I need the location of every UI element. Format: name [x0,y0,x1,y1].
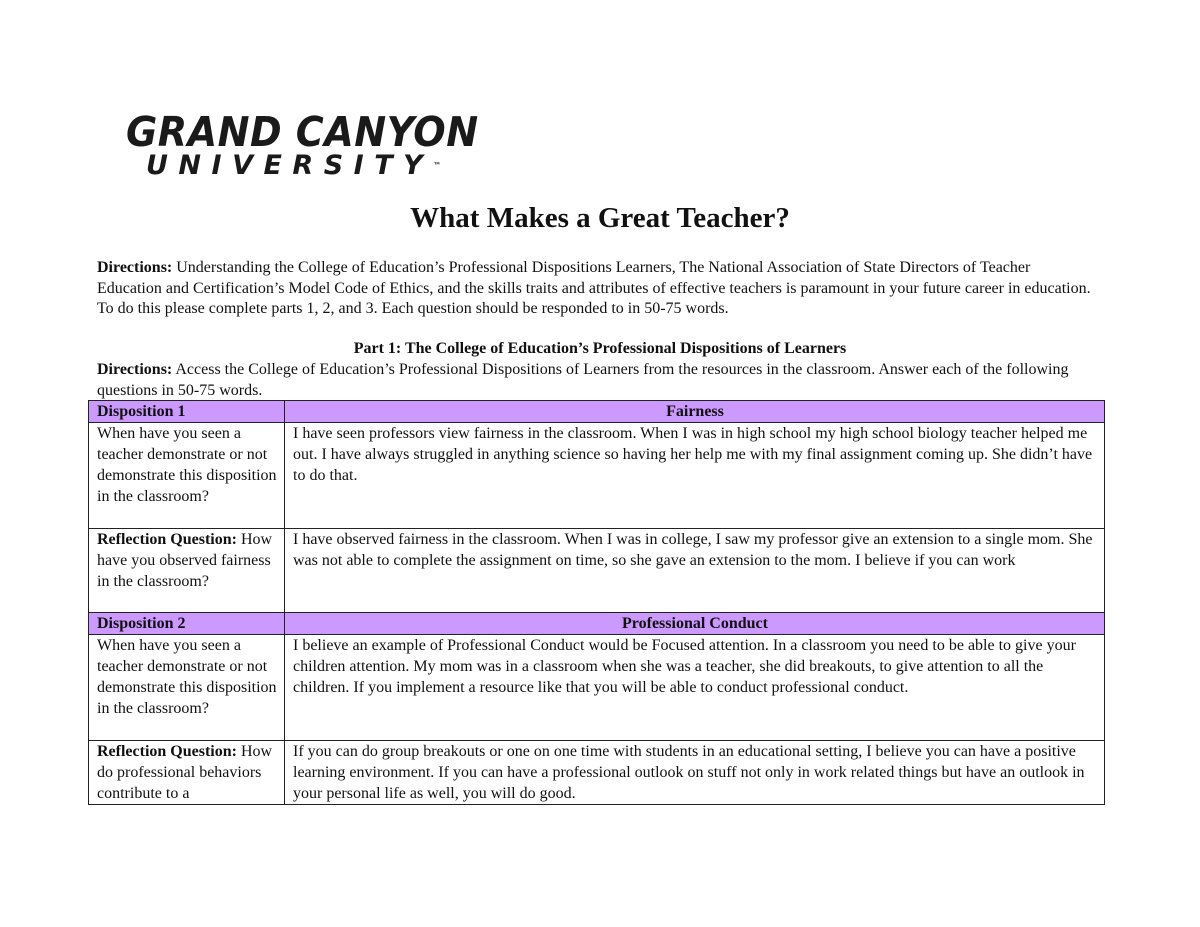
reflection-row [89,529,1105,613]
intro-directions [97,258,1097,320]
intro-directions-text: Understanding the College of Education’s Professional Dispositions Learners, The National Association of State Directors of Teacher Education and Certification’s Model Code of Ethics, and the skills traits and attributes of effective teachers is paramount in your future career in education. To do this please complete parts 1, 2, and 3. Each question should be responded to in 50-75 words. [97,259,1091,317]
reflection-question-label: Reflection Question: [97,743,237,760]
part1-directions-text: Access the College of Education’s Professional Dispositions of Learners from the resources in the classroom. Answer each of the following questions in 50-75 words. [97,361,1069,399]
answer-cell: I have seen professors view fairness in the classroom. When I was in high school my high school biology teacher helped me out. I have always struggled in anything science so having her help me with my final assignment coming up. She didn’t have to do that. [285,423,1105,529]
disposition-label: Disposition 2 [89,613,285,635]
disposition-name: Professional Conduct [285,613,1105,635]
question-row [89,635,1105,741]
disposition-header-row [89,401,1105,423]
reflection-question-text: How do professional behaviors contribute to a [97,743,273,802]
disposition-label: Disposition 1 [89,401,285,423]
university-logo [126,108,479,181]
page-title: What Makes a Great Teacher? [410,202,790,234]
reflection-question-label: Reflection Question: [97,531,237,548]
logo-line-1: GRAND CANYON [126,108,479,156]
question-cell: When have you seen a teacher demonstrate or not demonstrate this disposition in the classroom? [89,635,285,741]
reflection-question-cell [89,529,285,613]
logo-line-2-text: UNIVERSITY [146,150,434,181]
disposition-header-row [89,613,1105,635]
dispositions-table [88,400,1105,805]
reflection-question-cell [89,741,285,805]
disposition-name: Fairness [285,401,1105,423]
question-row [89,423,1105,529]
part1-directions [97,360,1097,401]
reflection-answer-cell: If you can do group breakouts or one on one time with students in an educational setting, I believe you can have a positive learning environment. If you can have a professional outlook on stuff not only in work related things but have an outlook in your personal life as well, you will do good. [285,741,1105,805]
part1-directions-label: Directions: [97,361,173,378]
question-cell: When have you seen a teacher demonstrate or not demonstrate this disposition in the classroom? [89,423,285,529]
answer-cell: I believe an example of Professional Conduct would be Focused attention. In a classroom you need to be able to give your children attention. My mom was in a classroom when she was a teacher, she did breakouts, to give attention to all the children. If you implement a resource like that you will be able to conduct professional conduct. [285,635,1105,741]
intro-directions-label: Directions: [97,259,173,276]
trademark-symbol: ™ [433,161,442,170]
reflection-row [89,741,1105,805]
reflection-question-text: How have you observed fairness in the classroom? [97,531,273,590]
reflection-answer-cell: I have observed fairness in the classroom. When I was in college, I saw my professor give an extension to a single mom. She was not able to complete the assignment on time, so she gave an extension to the mom. I believe if you can work [285,529,1105,613]
part1-title: Part 1: The College of Education’s Professional Dispositions of Learners [353,340,847,357]
logo-line-2 [146,152,446,180]
